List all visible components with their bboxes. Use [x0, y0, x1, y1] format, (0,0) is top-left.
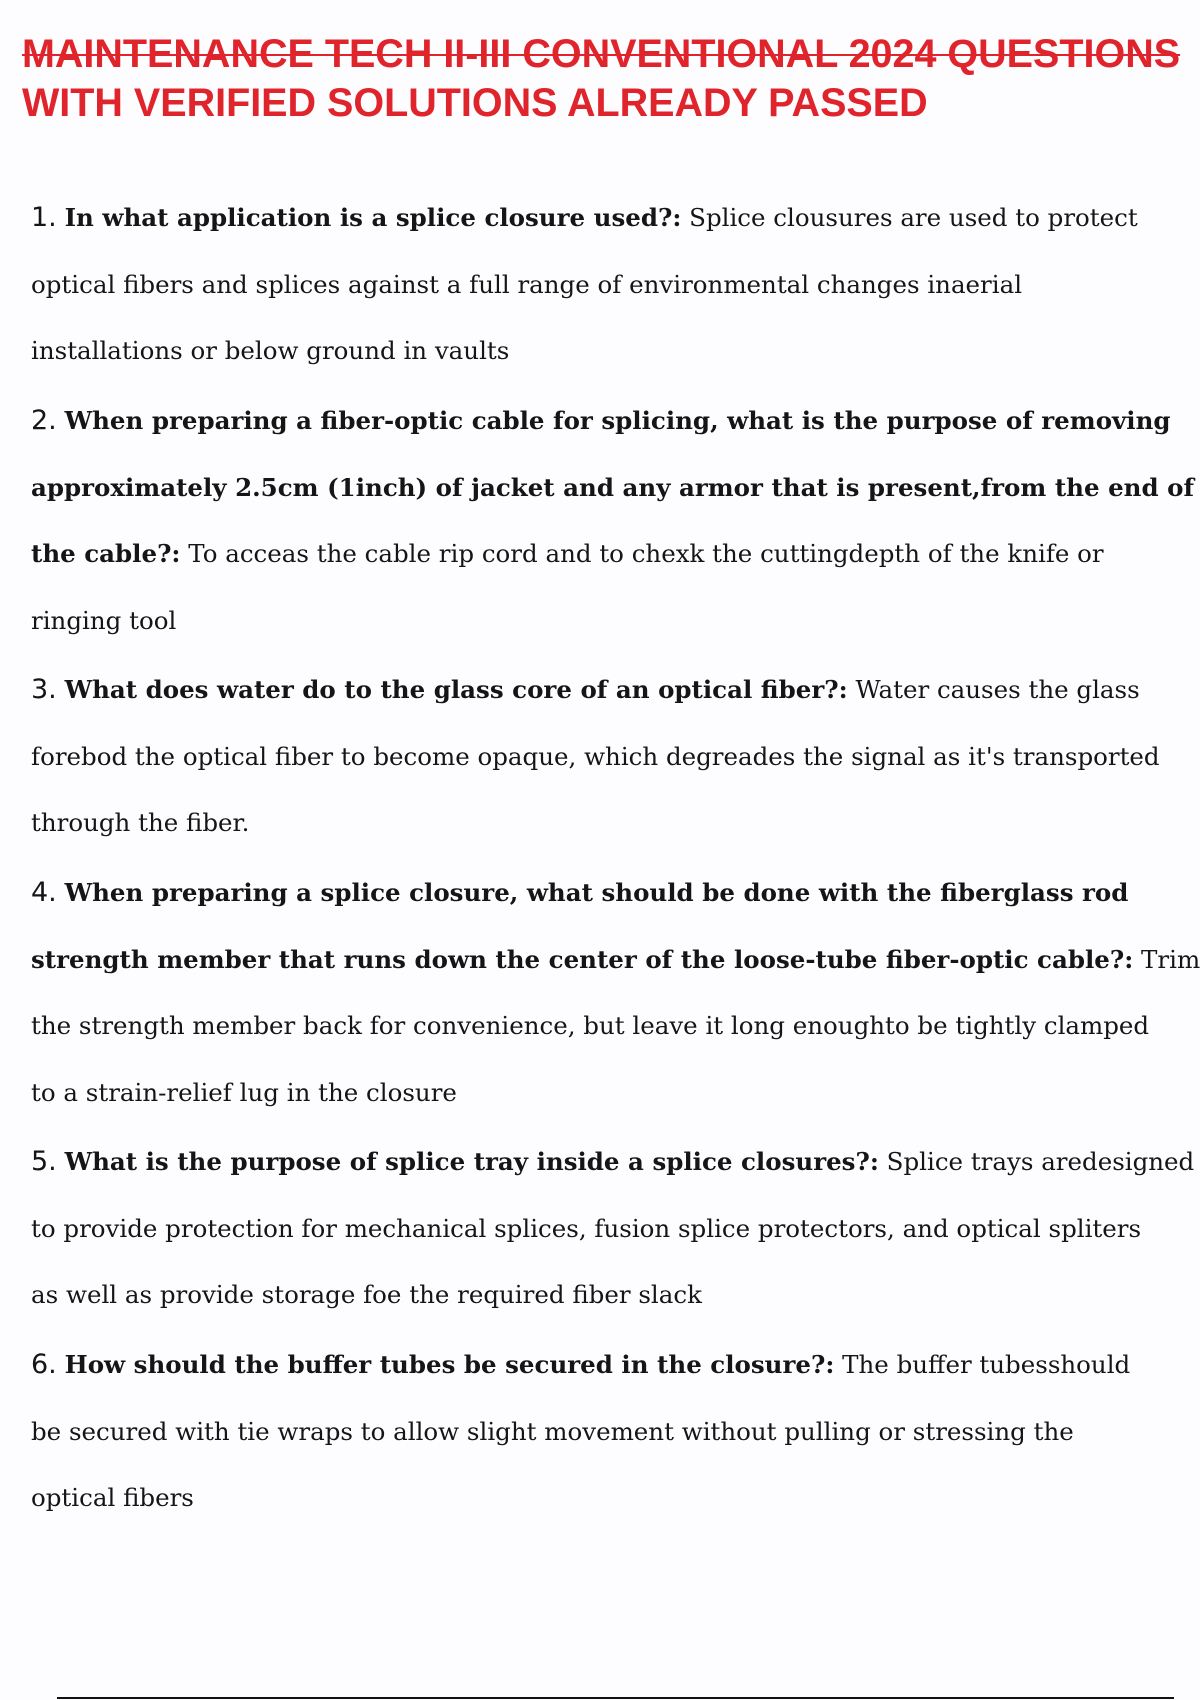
question-text: When preparing a fiber-optic cable for splicing, what is the purpose of removing	[64, 406, 1171, 435]
question-line	[31, 724, 1200, 791]
question-line	[31, 1399, 1200, 1466]
question-line	[31, 252, 1200, 319]
question-text: How should the buffer tubes be secured in the closure?:	[64, 1350, 835, 1379]
question-text: strength member that runs down the center of the loose-tube fiber-optic cable?:	[31, 944, 1134, 974]
answer-text: Water causes the glass	[847, 675, 1140, 704]
question-line	[31, 588, 1200, 655]
question-text: What does water do to the glass core of an optical fiber?:	[64, 675, 848, 704]
question-line	[31, 860, 1200, 927]
question-line	[31, 318, 1200, 385]
answer-text: Splice trays aredesigned	[878, 1147, 1195, 1176]
answer-text: through the fiber.	[31, 808, 250, 838]
question-line	[31, 1129, 1200, 1196]
answer-text: ringing tool	[31, 606, 177, 636]
document-title	[22, 30, 1180, 128]
question-item	[31, 860, 1200, 1129]
question-number: 6.	[31, 1349, 57, 1380]
question-number: 2.	[31, 405, 57, 436]
question-line	[31, 388, 1200, 455]
question-line	[31, 1262, 1200, 1329]
question-text: When preparing a splice closure, what should be done with the fiberglass rod	[64, 878, 1129, 907]
answer-text: to a strain-relief lug in the closure	[31, 1078, 457, 1108]
question-item	[31, 1332, 1200, 1535]
question-line	[31, 1060, 1200, 1127]
question-item	[31, 388, 1200, 657]
answer-text: forebod the optical fiber to become opaque, which degreades the signal as it's transported	[31, 741, 1160, 771]
question-line	[31, 993, 1200, 1060]
question-text: approximately 2.5cm (1inch) of jacket and any armor that is present,from the end of	[31, 472, 1195, 502]
question-line	[31, 521, 1200, 588]
question-line	[31, 657, 1200, 724]
question-line	[31, 1465, 1200, 1532]
answer-text: the strength member back for convenience, but leave it long enoughto be tightly clamped	[31, 1011, 1150, 1041]
title-line-2: WITH VERIFIED SOLUTIONS ALREADY PASSED	[22, 81, 928, 125]
question-item	[31, 185, 1200, 388]
title-line-1: MAINTENANCE TECH II-III CONVENTIONAL 2024 QUESTIONS	[22, 32, 1181, 76]
answer-text: be secured with tie wraps to allow slight movement without pulling or stressing the	[31, 1416, 1074, 1446]
answer-text: The buffer tubesshould	[834, 1350, 1131, 1379]
question-number: 1.	[31, 202, 57, 233]
question-text: the cable?:	[31, 539, 181, 569]
question-line	[31, 927, 1200, 994]
question-line	[31, 1332, 1200, 1399]
answer-text: optical fibers and splices against a full range of environmental changes inaerial	[31, 269, 1023, 299]
answer-text: Trim	[1133, 944, 1200, 974]
answer-text: Splice clousures are used to protect	[681, 203, 1138, 232]
question-text: In what application is a splice closure used?:	[64, 203, 682, 232]
question-number: 3.	[31, 674, 57, 705]
footer-divider	[57, 1697, 1174, 1699]
question-number: 4.	[31, 877, 57, 908]
question-line	[31, 790, 1200, 857]
answer-text: to provide protection for mechanical splices, fusion splice protectors, and optical spliters	[31, 1213, 1142, 1243]
answer-text: installations or below ground in vaults	[31, 336, 510, 366]
question-line	[31, 455, 1200, 522]
question-list	[31, 185, 1200, 1535]
question-number: 5.	[31, 1146, 57, 1177]
question-line	[31, 1196, 1200, 1263]
question-text: What is the purpose of splice tray inside a splice closures?:	[64, 1147, 879, 1176]
answer-text: To acceas the cable rip cord and to chexk the cuttingdepth of the knife or	[180, 539, 1104, 569]
answer-text: optical fibers	[31, 1483, 194, 1513]
answer-text: as well as provide storage foe the required fiber slack	[31, 1280, 702, 1310]
question-item	[31, 1129, 1200, 1332]
question-line	[31, 185, 1200, 252]
question-item	[31, 657, 1200, 860]
